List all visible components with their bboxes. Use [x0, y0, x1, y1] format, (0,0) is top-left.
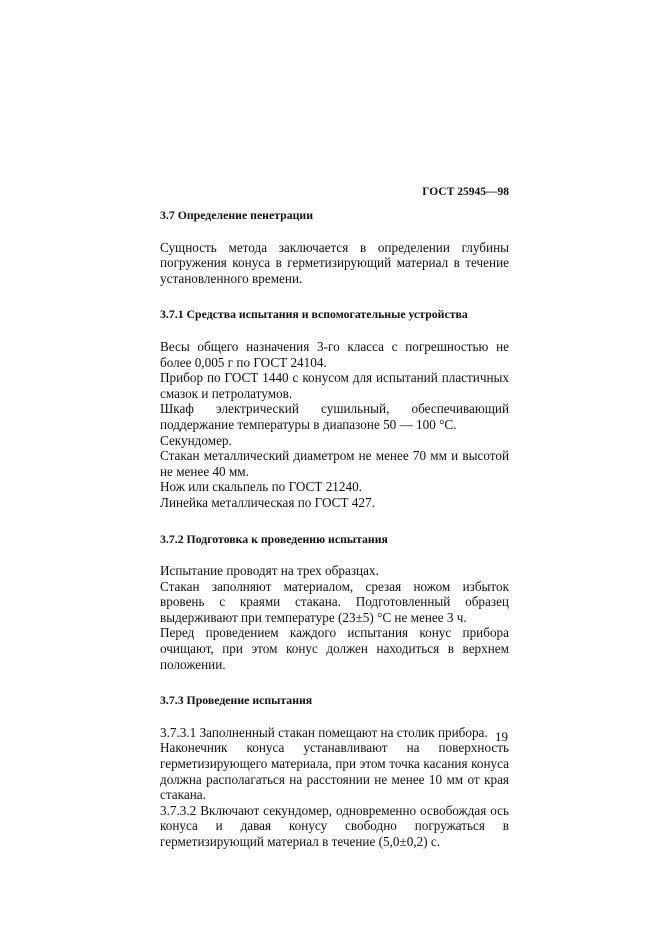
paragraph: Шкаф электрический сушильный, обеспечивающий поддержание температуры в диапазоне 50 — 100 °С. — [160, 401, 509, 432]
paragraph: Линейка металлическая по ГОСТ 427. — [160, 494, 375, 510]
paragraph: Наконечник конуса устанавливают на поверхность герметизирующего материала, при этом точка касания конуса должна располагаться на расстоянии не менее 10 мм от края стакана. — [160, 740, 509, 803]
section-heading-3-7-3: 3.7.3 Проведение испытания — [160, 693, 313, 708]
paragraph: Стакан заполняют материалом, срезая ножом избыток вровень с краями стакана. Подготовленный образец выдерживают при температуре (23±5) °С не менее 3 ч. — [160, 578, 509, 625]
paragraph: Перед проведением каждого испытания конус прибора очищают, при этом конус должен находиться в верхнем положении. — [160, 625, 509, 672]
section-heading-3-7-2: 3.7.2 Подготовка к проведению испытания — [160, 531, 388, 546]
paragraph: Нож или скальпель по ГОСТ 21240. — [160, 479, 362, 495]
section-heading-3-7-1: 3.7.1 Средства испытания и вспомогательные устройства — [160, 307, 468, 322]
page-number: 19 — [495, 729, 508, 744]
paragraph: 3.7.3.2 Включают секундомер, одновременно освобождая ось конуса и давая конусу свободно погружаться в герметизирующий материал в течение (5,0±0,2) с. — [160, 802, 509, 849]
paragraph: Весы общего назначения 3-го класса с погрешностью не более 0,005 г по ГОСТ 24104. — [160, 338, 509, 370]
section-heading-3-7: 3.7 Определение пенетрации — [160, 208, 314, 222]
paragraph: Испытание проводят на трех образцах. — [160, 563, 379, 579]
paragraph: Стакан металлический диаметром не менее 70 мм и высотой не менее 40 мм. — [160, 448, 509, 479]
standard-header: ГОСТ 25945—98 — [422, 186, 509, 198]
document-body — [160, 208, 509, 850]
paragraph: Секундомер. — [160, 432, 232, 448]
paragraph: Прибор по ГОСТ 1440 с конусом для испытаний пластичных смазок и петролатумов. — [160, 370, 509, 401]
paragraph: 3.7.3.1 Заполненный стакан помещают на столик прибора. — [160, 724, 488, 740]
paragraph: Сущность метода заключается в определении глубины погружения конуса в герметизирующий материал в течение установленного времени. — [160, 239, 509, 286]
